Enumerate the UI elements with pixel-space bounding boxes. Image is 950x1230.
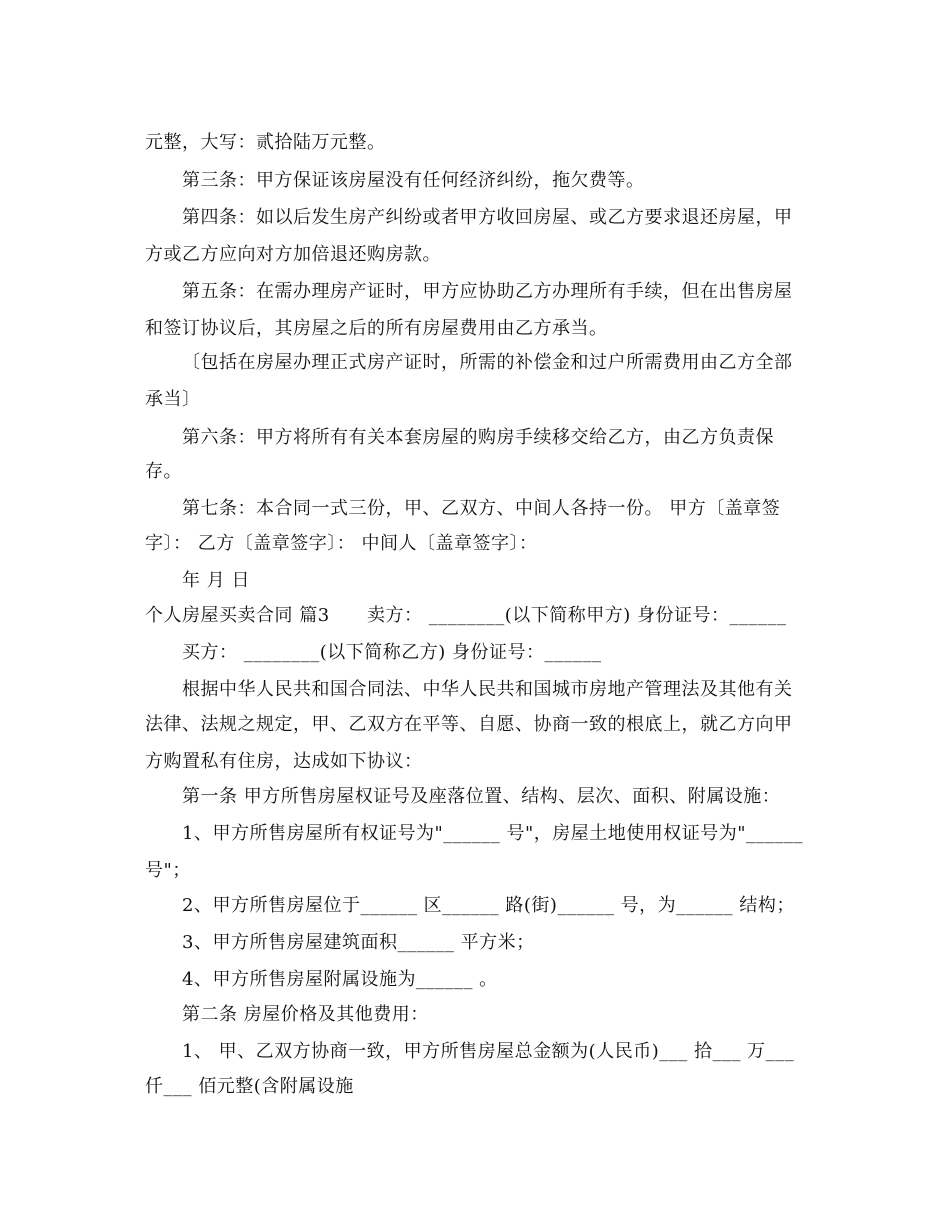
text-line: 方或乙方应向对方加倍退还购房款。 (145, 244, 441, 265)
text-line: 根据中华人民共和国合同法、中华人民共和国城市房地产管理法及其他有关 (182, 679, 793, 700)
text-line: 字〕： 乙方〔盖章签字〕： 中间人〔盖章签字〕： (145, 533, 538, 554)
text-line: 存。 (145, 461, 182, 482)
text-line: 和签订协议后，其房屋之后的所有房屋费用由乙方承当。 (145, 318, 608, 339)
text-line: 〔包括在房屋办理正式房产证时，所需的补偿金和过户所需费用由乙方全部 (182, 352, 793, 373)
text-line: 第二条 房屋价格及其他费用： (182, 1004, 429, 1025)
text-line: 4、甲方所售房屋附属设施为______ 。 (182, 969, 498, 990)
text-line: 法律、法规之规定，甲、乙双方在平等、自愿、协商一致的根底上，就乙方向甲 (145, 714, 793, 735)
text-line: 个人房屋买卖合同 篇3 卖方： ________(以下简称甲方) 身份证号：______ (145, 605, 787, 626)
text-line: 方购置私有住房，达成如下协议： (145, 751, 423, 772)
text-line: 第四条：如以后发生房产纠纷或者甲方收回房屋、或乙方要求退还房屋，甲 (182, 207, 793, 228)
text-line: 第六条：甲方将所有有关本套房屋的购房手续移交给乙方，由乙方负责保 (182, 427, 774, 448)
text-line: 第七条：本合同一式三份，甲、乙双方、中间人各持一份。 甲方〔盖章签 (182, 498, 781, 519)
text-line: 第三条：甲方保证该房屋没有任何经济纠纷，拖欠费等。 (182, 170, 645, 191)
text-line: 号"； (145, 860, 191, 881)
text-line: 第一条 甲方所售房屋权证号及座落位置、结构、层次、面积、附属设施： (182, 786, 781, 807)
text-line: 1、 甲、乙双方协商一致，甲方所售房屋总金额为(人民币)___ 拾___ 万___ (182, 1041, 795, 1062)
text-line: 年 月 日 (182, 570, 250, 591)
text-line: 买方： ________(以下简称乙方) 身份证号：______ (182, 642, 602, 663)
text-line: 3、甲方所售房屋建筑面积______ 平方米； (182, 932, 535, 953)
text-line: 仟___ 佰元整(含附属设施 (145, 1076, 354, 1097)
text-line: 1、甲方所售房屋所有权证号为"______ 号"，房屋土地使用权证号为"______ (182, 823, 804, 844)
text-line: 2、甲方所售房屋位于______ 区______ 路(街)______ 号，为______ 结构； (182, 895, 795, 916)
text-line: 第五条：在需办理房产证时，甲方应协助乙方办理所有手续，但在出售房屋 (182, 281, 793, 302)
text-line: 承当〕 (145, 389, 201, 410)
text-line: 元整，大写：贰拾陆万元整。 (145, 132, 386, 153)
